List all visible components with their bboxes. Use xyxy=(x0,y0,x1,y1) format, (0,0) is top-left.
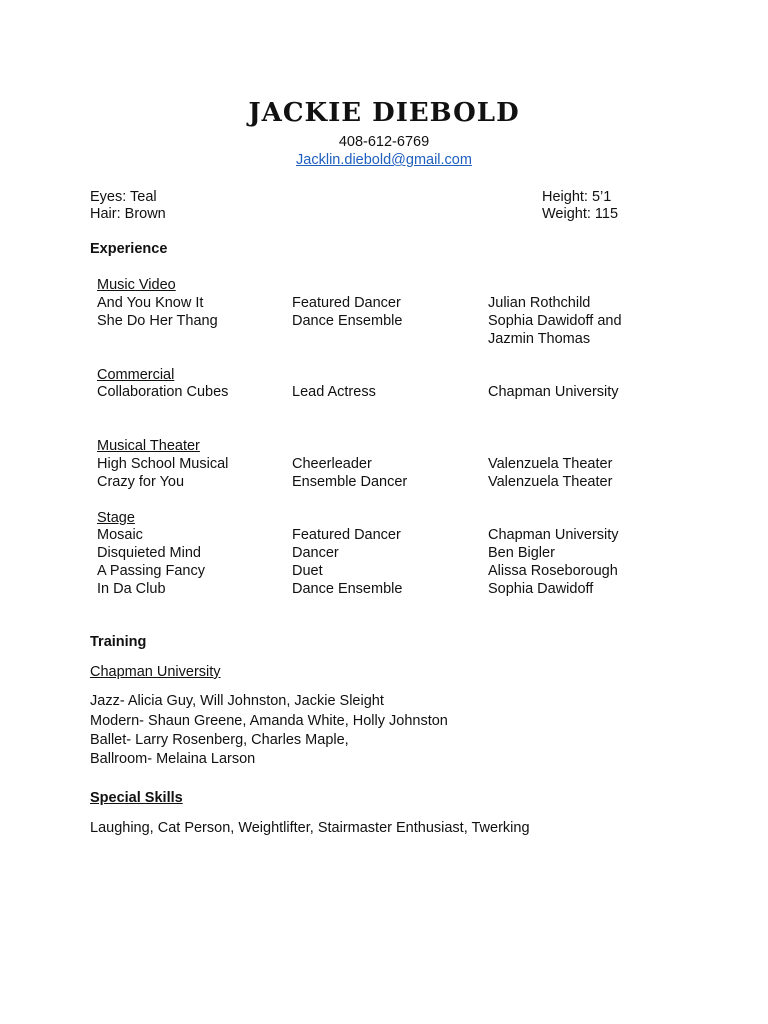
credit-work: Collaboration Cubes xyxy=(97,384,229,400)
credit-work: Mosaic xyxy=(97,527,143,543)
email-link[interactable]: Jacklin.diebold@gmail.com xyxy=(296,152,472,168)
credit-work: In Da Club xyxy=(97,581,166,597)
credit-work: And You Know It xyxy=(97,295,204,311)
credit-role: Ensemble Dancer xyxy=(292,474,408,490)
credit-role: Dance Ensemble xyxy=(292,313,403,329)
section-title-stage: Stage xyxy=(97,510,135,526)
training-school: Chapman University xyxy=(90,664,221,680)
credit-work: She Do Her Thang xyxy=(97,313,218,329)
credit-work: Disquieted Mind xyxy=(97,545,201,561)
credit-role: Cheerleader xyxy=(292,456,372,472)
training-line: Jazz- Alicia Guy, Will Johnston, Jackie Sleight xyxy=(90,693,384,709)
training-heading: Training xyxy=(90,634,147,650)
credit-role: Featured Dancer xyxy=(292,527,401,543)
eyes-stat: Eyes: Teal xyxy=(90,189,157,205)
skills-text: Laughing, Cat Person, Weightlifter, Stairmaster Enthusiast, Twerking xyxy=(90,820,530,836)
experience-heading: Experience xyxy=(90,241,168,257)
credit-director-continued: Jazmin Thomas xyxy=(488,331,591,347)
credit-director: Chapman University xyxy=(488,527,619,543)
section-title-musical-theater: Musical Theater xyxy=(97,438,200,454)
credit-director: Alissa Roseborough xyxy=(488,563,618,579)
credit-work: High School Musical xyxy=(97,456,229,472)
credit-role: Duet xyxy=(292,563,323,579)
credit-work: Crazy for You xyxy=(97,474,185,490)
email-line xyxy=(0,152,768,168)
credit-work: A Passing Fancy xyxy=(97,563,205,579)
credit-director: Valenzuela Theater xyxy=(488,456,613,472)
weight-stat: Weight: 115 xyxy=(542,206,619,222)
credit-director: Ben Bigler xyxy=(488,545,555,561)
credit-director: Sophia Dawidoff xyxy=(488,581,594,597)
credit-role: Featured Dancer xyxy=(292,295,401,311)
training-line: Ballet- Larry Rosenberg, Charles Maple, xyxy=(90,732,349,748)
hair-stat: Hair: Brown xyxy=(90,206,166,222)
credit-director: Valenzuela Theater xyxy=(488,474,613,490)
resume-name: JACKIE DIEBOLD xyxy=(248,98,520,128)
credit-role: Dancer xyxy=(292,545,339,561)
credit-role: Dance Ensemble xyxy=(292,581,403,597)
section-title-music-video: Music Video xyxy=(97,277,176,293)
height-stat: Height: 5’1 xyxy=(542,189,612,205)
credit-director: Julian Rothchild xyxy=(488,295,591,311)
skills-heading: Special Skills xyxy=(90,790,183,806)
training-line: Ballroom- Melaina Larson xyxy=(90,751,256,767)
credit-director: Sophia Dawidoff and xyxy=(488,313,622,329)
phone-number: 408-612-6769 xyxy=(338,134,430,150)
training-line: Modern- Shaun Greene, Amanda White, Holly Johnston xyxy=(90,713,448,729)
credit-director: Chapman University xyxy=(488,384,619,400)
credit-role: Lead Actress xyxy=(292,384,376,400)
section-title-commercial: Commercial xyxy=(97,367,175,383)
